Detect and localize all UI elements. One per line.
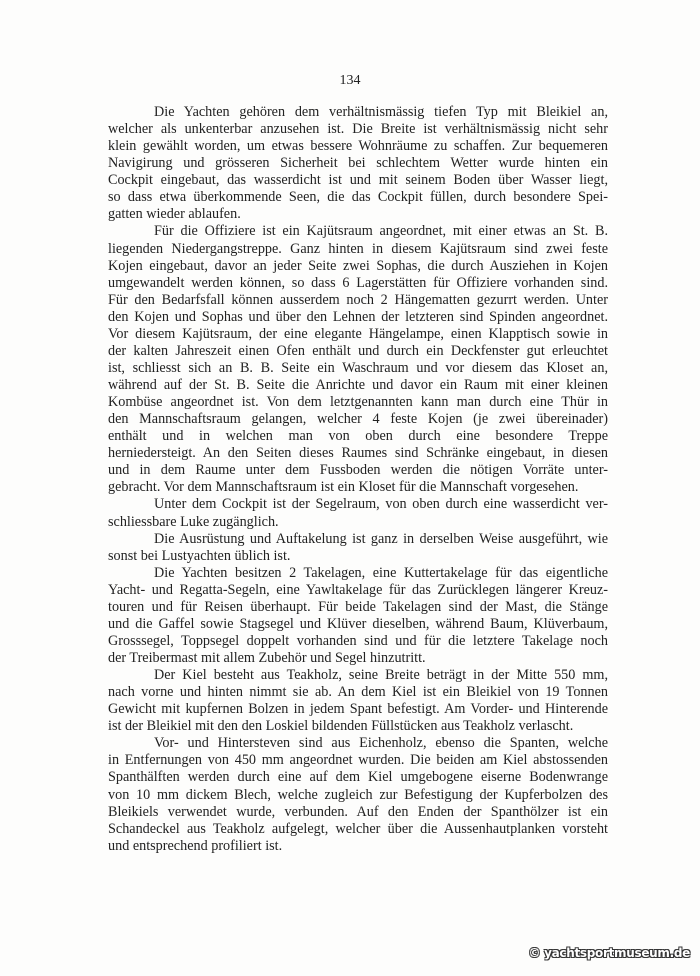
text-line: nach vorne und hinten nimmt sie ab. An dem Kiel ist ein Bleikiel von 19 Tonnen xyxy=(108,684,608,701)
text-line: Cockpit eingebaut, das wasserdicht ist und mit seinem Boden über Wasser liegt, xyxy=(108,172,608,189)
text-line: und entsprechend profiliert ist. xyxy=(108,837,283,854)
text-line: Gewicht mit kupfernen Bolzen in jedem Spant befestigt. Am Vorder- und Hinterende xyxy=(108,701,608,718)
text-line: ist, schliesst sich an B. B. Seite ein Waschraum und vor diesem das Kloset an, xyxy=(108,359,608,376)
text-line: touren und für Reisen überhaupt. Für beide Takelagen sind der Mast, die Stänge xyxy=(108,598,608,615)
watermark: © yachtsportmuseum.de xyxy=(528,946,690,960)
text-line: Navigirung und grösseren Sicherheit bei schlechtem Wetter wurde hinten ein xyxy=(108,155,608,172)
text-line: liegenden Niedergangstreppe. Ganz hinten in diesem Kajütsraum sind zwei feste xyxy=(108,240,608,257)
text-line: Unter dem Cockpit ist der Segelraum, von oben durch eine wasserdicht ver- xyxy=(154,496,608,513)
text-line: Schandeckel aus Teakholz aufgelegt, welcher über die Aussenhautplanken vorsteht xyxy=(108,820,608,837)
text-line: und die Gaffel sowie Stagsegel und Klüver dieselben, während Baum, Klüverbaum, xyxy=(108,615,608,632)
text-line: in Entfernungen von 450 mm angeordnet wurden. Die beiden am Kiel abstossenden xyxy=(108,752,608,769)
text-line: der kalten Jahreszeit einen Ofen enthält und durch ein Deckfenster gut erleuchtet xyxy=(108,342,608,359)
paragraph xyxy=(108,223,608,496)
text-line: Bleikiels verwendet wurde, verbunden. Auf den Enden der Spanthölzer ist ein xyxy=(108,803,608,820)
text-line: Spanthälften werden durch eine auf dem Kiel umgebogene eiserne Bodenwrange xyxy=(108,769,608,786)
paragraph xyxy=(108,735,608,854)
page-number: 134 xyxy=(339,73,361,88)
text-line: Vor diesem Kajütsraum, der eine elegante Hängelampe, einen Klapptisch sowie in xyxy=(108,325,608,342)
text-line: herniedersteigt. An den Seiten dieses Raumes sind Schränke eingebaut, in diesen xyxy=(108,445,608,462)
text-body xyxy=(108,104,608,855)
text-line: Für die Offiziere ist ein Kajütsraum angeordnet, mit einer etwas an St. B. xyxy=(154,223,608,240)
paragraph xyxy=(108,667,608,735)
text-line: klein gewählt worden, um etwas bessere Wohnräume zu schaffen. Zur bequemeren xyxy=(108,138,608,155)
text-line: so dass etwa überkommende Seen, die das Cockpit füllen, durch besondere Spei- xyxy=(108,189,608,206)
paragraph xyxy=(108,496,608,530)
text-line: Für den Bedarfsfall können ausserdem noch 2 Hängematten gezurrt werden. Unter xyxy=(108,291,608,308)
text-line: während auf der St. B. Seite die Anrichte und davor ein Raum mit einer kleinen xyxy=(108,377,608,393)
text-line: Kombüse angeordnet ist. Von dem letztgenannten kann man durch eine Thür in xyxy=(108,394,608,411)
text-line: von 10 mm dickem Blech, welche zugleich zur Befestigung der Kupferbolzen des xyxy=(108,786,608,803)
text-line: schliessbare Luke zugänglich. xyxy=(108,513,279,530)
text-line: Vor- und Hintersteven sind aus Eichenholz, ebenso die Spanten, welche xyxy=(154,735,608,752)
text-line: umgewandelt werden können, so dass 6 Lagerstätten für Offiziere vorhanden sind. xyxy=(108,274,608,291)
text-line: welcher als unkenterbar anzusehen ist. Die Breite ist verhältnismässig nicht sehr xyxy=(108,121,608,138)
text-line: gebracht. Vor dem Mannschaftsraum ist ein Kloset für die Mannschaft vorgesehen. xyxy=(108,479,579,496)
text-line: der Treibermast mit allem Zubehör und Segel hinzutritt. xyxy=(108,650,426,666)
text-line: Die Yachten gehören dem verhältnismässig tiefen Typ mit Bleikiel an, xyxy=(154,104,608,120)
paragraph xyxy=(108,565,608,667)
text-line: und in dem Raume unter dem Fussboden werden die nötigen Vorräte unter- xyxy=(108,462,608,479)
text-line: enthält und in welchen man von oben durch eine besondere Treppe xyxy=(108,428,608,445)
text-line: Die Yachten besitzen 2 Takelagen, eine Kuttertakelage für das eigentliche xyxy=(154,564,608,581)
paragraph xyxy=(108,104,608,223)
text-line: Die Ausrüstung und Auftakelung ist ganz in derselben Weise ausgeführt, wie xyxy=(154,530,608,547)
paragraph xyxy=(108,531,608,565)
text-line: Kojen eingebaut, davor an jeder Seite zwei Sophas, die durch Ausziehen in Kojen xyxy=(108,257,608,274)
text-line: den Mannschaftsraum gelangen, welcher 4 feste Kojen (je zwei übereinader) xyxy=(108,411,608,428)
text-line: Grosssegel, Toppsegel doppelt vorhanden sind und für die letztere Takelage noch xyxy=(108,632,608,649)
text-line: den Kojen und Sophas und über den Lehnen der letzteren sind Spinden angeordnet. xyxy=(108,308,608,325)
text-line: sonst bei Lustyachten üblich ist. xyxy=(108,547,291,564)
text-line: gatten wieder ablaufen. xyxy=(108,206,241,223)
text-line: Der Kiel besteht aus Teakholz, seine Breite beträgt in der Mitte 550 mm, xyxy=(154,667,608,684)
text-line: ist der Bleikiel mit den den Loskiel bildenden Füllstücken aus Teakholz verlascht. xyxy=(108,718,574,735)
text-line: Yacht- und Regatta-Segeln, eine Yawltakelage für das Zurücklegen längerer Kreuz- xyxy=(108,581,608,598)
